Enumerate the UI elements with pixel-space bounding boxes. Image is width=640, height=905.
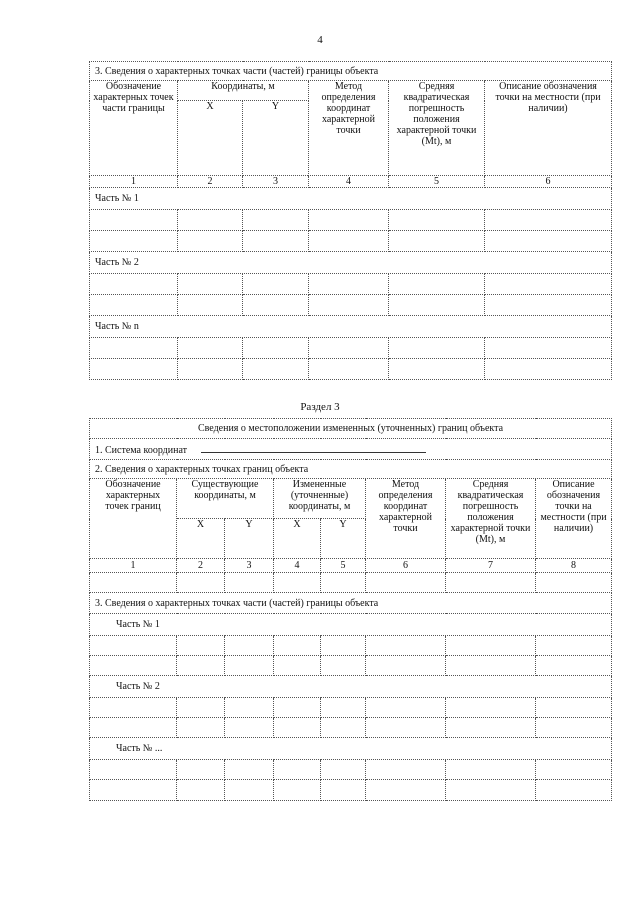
header-error: Средняя квадратическая погрешность положения характерной точки (Mt), м [389,81,485,176]
table-row [90,338,612,359]
header-x: X [178,101,243,176]
part-label: Часть № ... [90,738,612,760]
header-designation: Обозначение характерных точек части границы [90,81,178,176]
col-number: 5 [389,176,485,188]
table2-title: Сведения о местоположении измененных (уточненных) границ объекта [90,419,612,439]
header-y-existing: Y [225,519,274,559]
col-number: 2 [178,176,243,188]
part-label: Часть № 1 [90,188,612,210]
col-number: 3 [225,559,274,573]
header-x-existing: X [177,519,225,559]
parts-title: 3. Сведения о характерных точках части (частей) границы объекта [90,593,612,614]
changed-boundary-table [89,418,612,801]
header-method: Метод определения координат характерной точки [366,479,446,559]
header-changed-coordinates: Измененные (уточненные) координаты, м [274,479,366,519]
table-row [90,760,612,780]
header-method: Метод определения координат характерной точки [309,81,389,176]
section-title: Раздел 3 [300,401,340,413]
table1-title: 3. Сведения о характерных точках части (частей) границы объекта [90,62,612,81]
table-row [90,359,612,380]
col-number: 1 [90,559,177,573]
part-label: Часть № 2 [90,676,612,698]
coordinate-system-label: 1. Система координат [95,444,188,456]
col-number: 1 [90,176,178,188]
table-row [90,573,612,593]
header-y-changed: Y [321,519,366,559]
header-x-changed: X [274,519,321,559]
table-row [90,698,612,718]
coordinate-system-row [90,439,612,460]
partial-boundary-points-table [89,61,612,380]
table-row [90,231,612,252]
table-row [90,780,612,801]
col-number: 2 [177,559,225,573]
header-existing-coordinates: Существующие координаты, м [177,479,274,519]
table-row [90,636,612,656]
table2-subtitle: 2. Сведения о характерных точках границ объекта [90,460,612,479]
header-description: Описание обозначения точки на местности (при наличии) [536,479,612,559]
col-number: 6 [366,559,446,573]
col-number: 5 [321,559,366,573]
col-number: 7 [446,559,536,573]
col-number: 8 [536,559,612,573]
header-y: Y [243,101,309,176]
part-label: Часть № 1 [90,614,612,636]
table-row [90,274,612,295]
col-number: 6 [485,176,612,188]
table-row [90,295,612,316]
coordinate-system-field[interactable] [201,443,426,453]
col-number: 4 [274,559,321,573]
table-row [90,718,612,738]
header-error: Средняя квадратическая погрешность положения характерной точки (Mt), м [446,479,536,559]
page-number: 4 [317,34,323,46]
header-description: Описание обозначения точки на местности (при наличии) [485,81,612,176]
table-row [90,656,612,676]
header-coordinates: Координаты, м [178,81,309,101]
part-label: Часть № 2 [90,252,612,274]
part-label: Часть № n [90,316,612,338]
col-number: 3 [243,176,309,188]
col-number: 4 [309,176,389,188]
table-row [90,210,612,231]
header-designation: Обозначение характерных точек границ [90,479,177,559]
